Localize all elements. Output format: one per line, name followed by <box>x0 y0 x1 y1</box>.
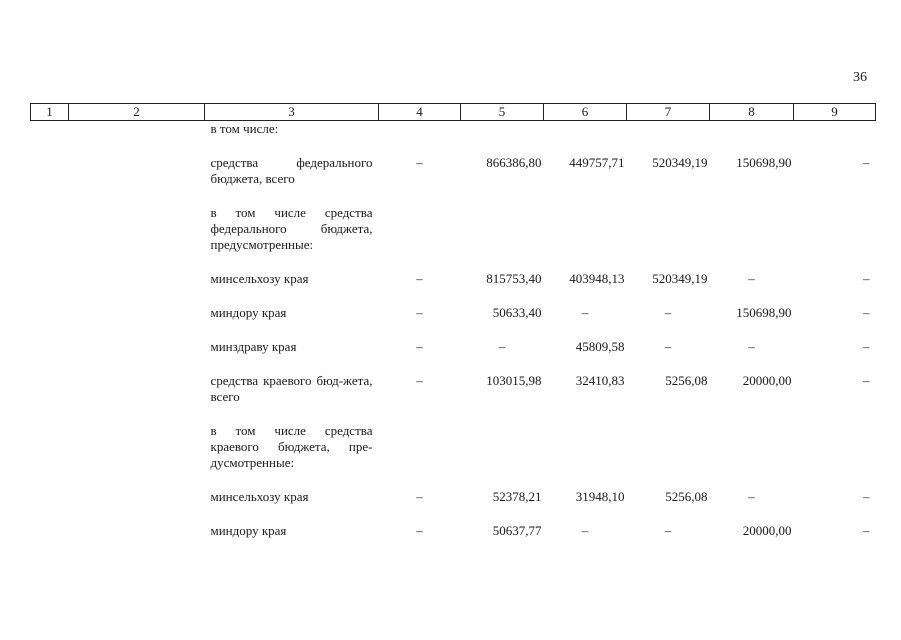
cell-col-2 <box>69 423 205 471</box>
row-spacer <box>31 405 876 423</box>
row-spacer <box>31 253 876 271</box>
cell-col-9: – <box>863 523 870 538</box>
table-row <box>31 155 876 187</box>
cell-col-8: – <box>748 271 755 286</box>
cell-col-5: 52378,21 <box>492 489 542 504</box>
table-row <box>31 423 876 471</box>
cell-col-6: 31948,10 <box>575 489 625 504</box>
cell-col-6: – <box>581 523 589 538</box>
row-description: миндору края <box>210 523 287 538</box>
cell-col-4: – <box>416 271 423 286</box>
row-description: миндору края <box>210 305 287 320</box>
cell-col-2 <box>69 121 205 138</box>
table-row <box>31 523 876 539</box>
table-row <box>31 339 876 355</box>
cell-col-1 <box>31 121 69 138</box>
cell-col-9: – <box>863 489 870 504</box>
cell-col-4: – <box>416 373 423 388</box>
cell-col-4: – <box>416 523 423 538</box>
row-spacer <box>31 321 876 339</box>
cell-col-5: 815753,40 <box>486 271 542 286</box>
header-col-4: 4 <box>379 104 461 121</box>
cell-col-8: 150698,90 <box>736 305 792 320</box>
cell-col-5: 103015,98 <box>486 373 542 388</box>
cell-col-1 <box>31 523 69 539</box>
header-row <box>31 104 876 121</box>
cell-col-2 <box>69 373 205 405</box>
header-col-5: 5 <box>461 104 544 121</box>
cell-col-1 <box>31 373 69 405</box>
cell-col-6: 403948,13 <box>569 271 625 286</box>
cell-col-2 <box>69 339 205 355</box>
cell-col-4 <box>379 121 461 138</box>
cell-col-7: 520349,19 <box>652 271 708 286</box>
row-description: минсельхозу края <box>210 271 309 286</box>
cell-col-6: – <box>581 305 589 320</box>
header-col-2: 2 <box>69 104 205 121</box>
cell-col-4 <box>379 423 461 471</box>
cell-col-4: – <box>416 489 423 504</box>
cell-col-5: 866386,80 <box>486 155 542 170</box>
cell-col-7: 520349,19 <box>652 155 708 170</box>
cell-col-2 <box>69 205 205 253</box>
cell-col-2 <box>69 271 205 287</box>
cell-col-2 <box>69 305 205 321</box>
table-row <box>31 271 876 287</box>
cell-col-6: 45809,58 <box>575 339 625 354</box>
cell-col-7 <box>627 121 710 138</box>
cell-col-5: 50637,77 <box>492 523 542 538</box>
cell-col-8: 20000,00 <box>742 523 792 538</box>
table-row <box>31 205 876 253</box>
row-description: средства федерального бюджета, всего <box>210 155 373 186</box>
row-description: минсельхозу края <box>210 489 309 504</box>
cell-col-9 <box>794 121 876 138</box>
cell-col-1 <box>31 271 69 287</box>
row-description: в том числе средства краевого бюджета, пре-дусмотренные: <box>210 423 373 470</box>
row-spacer <box>31 471 876 489</box>
cell-col-7: 5256,08 <box>665 373 708 388</box>
row-spacer <box>31 137 876 155</box>
cell-col-1 <box>31 489 69 505</box>
cell-col-7: 5256,08 <box>665 489 708 504</box>
cell-col-9: – <box>863 305 870 320</box>
header-col-7: 7 <box>627 104 710 121</box>
cell-col-7 <box>627 205 710 253</box>
header-col-8: 8 <box>710 104 794 121</box>
cell-col-9 <box>794 205 876 253</box>
cell-col-8: – <box>748 489 755 504</box>
cell-col-5 <box>461 121 544 138</box>
cell-col-8 <box>710 205 794 253</box>
cell-col-7: – <box>664 339 672 354</box>
cell-col-2 <box>69 155 205 187</box>
row-description: в том числе средства федерального бюджета, предусмотренные: <box>210 205 373 252</box>
cell-col-9: – <box>863 373 870 388</box>
cell-col-4: – <box>416 155 423 170</box>
cell-col-8: 20000,00 <box>742 373 792 388</box>
header-col-6: 6 <box>544 104 627 121</box>
cell-col-7: – <box>664 305 672 320</box>
header-col-9: 9 <box>794 104 876 121</box>
cell-col-8: – <box>748 339 755 354</box>
cell-col-1 <box>31 339 69 355</box>
row-spacer <box>31 287 876 305</box>
header-col-3: 3 <box>205 104 379 121</box>
cell-col-1 <box>31 205 69 253</box>
cell-col-6 <box>544 121 627 138</box>
header-col-1: 1 <box>31 104 69 121</box>
row-description: средства краевого бюд-жета, всего <box>210 373 373 404</box>
cell-col-2 <box>69 523 205 539</box>
row-spacer <box>31 187 876 205</box>
cell-col-1 <box>31 423 69 471</box>
cell-col-8 <box>710 121 794 138</box>
cell-col-7 <box>627 423 710 471</box>
table-row <box>31 489 876 505</box>
cell-col-9: – <box>863 339 870 354</box>
table-row <box>31 373 876 405</box>
table-row <box>31 121 876 138</box>
cell-col-5 <box>461 205 544 253</box>
cell-col-7: – <box>664 523 672 538</box>
cell-col-4: – <box>416 339 423 354</box>
page-number: 36 <box>853 70 867 85</box>
table-body <box>31 121 876 540</box>
cell-col-5: 50633,40 <box>492 305 542 320</box>
cell-col-6 <box>544 205 627 253</box>
cell-col-1 <box>31 305 69 321</box>
cell-col-9: – <box>863 271 870 286</box>
cell-col-1 <box>31 155 69 187</box>
cell-col-8 <box>710 423 794 471</box>
cell-col-4 <box>379 205 461 253</box>
cell-col-5: – <box>498 339 506 354</box>
cell-col-6 <box>544 423 627 471</box>
cell-col-6: 32410,83 <box>575 373 625 388</box>
cell-col-9 <box>794 423 876 471</box>
row-description: минздраву края <box>210 339 297 354</box>
cell-col-8: 150698,90 <box>736 155 792 170</box>
row-description: в том числе: <box>210 121 279 136</box>
cell-col-2 <box>69 489 205 505</box>
row-spacer <box>31 355 876 373</box>
row-spacer <box>31 505 876 523</box>
cell-col-5 <box>461 423 544 471</box>
table-header <box>31 104 876 121</box>
cell-col-4: – <box>416 305 423 320</box>
table-row <box>31 305 876 321</box>
budget-table <box>30 103 876 539</box>
cell-col-6: 449757,71 <box>569 155 625 170</box>
cell-col-9: – <box>863 155 870 170</box>
